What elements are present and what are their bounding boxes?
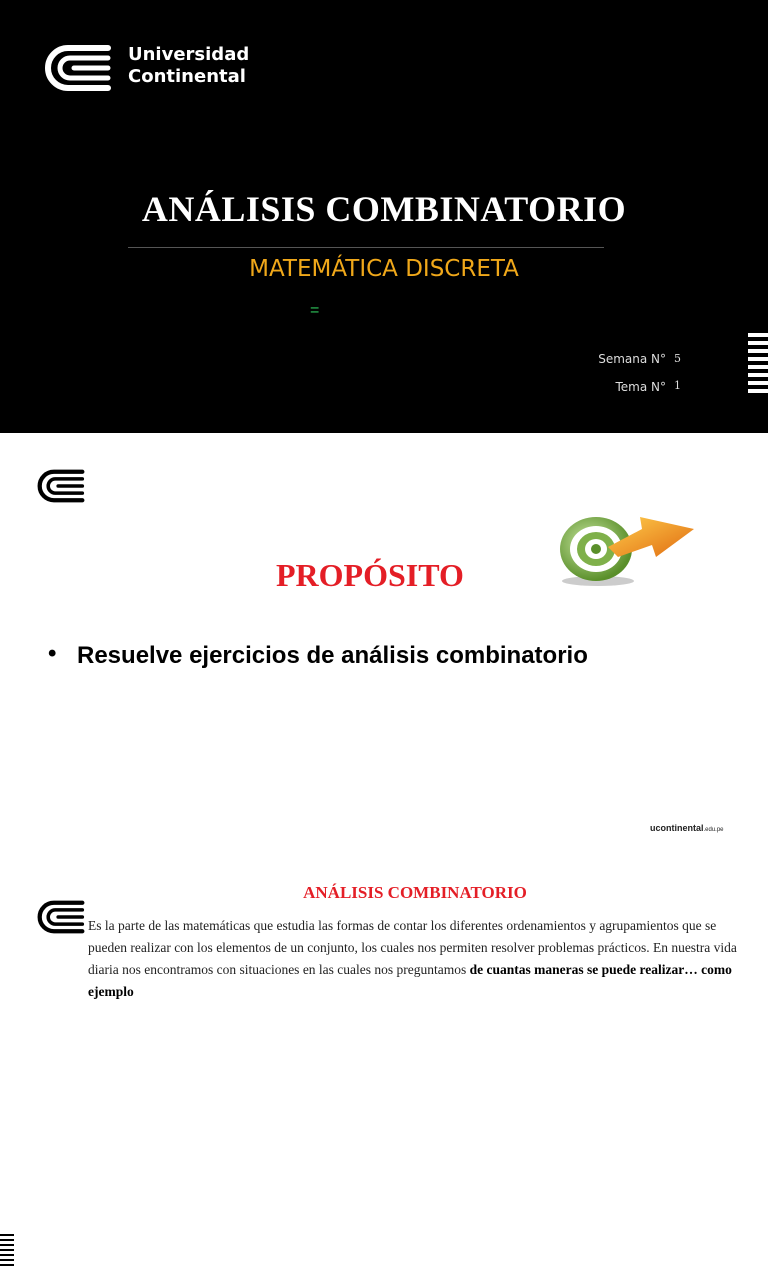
definition-text: Es la parte de las matemáticas que estudia las formas de contar los diferentes ordenamientos y agrupamientos que se pueden realizar con los elementos de un conjunto, los cuales nos permiten resolver problemas prácticos. En nuestra vida diaria nos encontramos con situaciones en las cuales nos preguntamos: [88, 918, 737, 977]
title-divider: [128, 247, 604, 248]
definition-emphasis: de cuantas maneras se puede realizar… como ejemplo: [88, 962, 732, 999]
purpose-slide: [0, 433, 768, 863]
definition-paragraph: [88, 915, 738, 1003]
purpose-heading: PROPÓSITO: [276, 557, 464, 593]
footer-url[interactable]: [650, 823, 724, 833]
purpose-bullet-text: Resuelve ejercicios de análisis combinatorio: [77, 642, 588, 669]
universidad-continental-logo: [34, 466, 88, 506]
equals-mark: =: [310, 302, 320, 319]
tema-label: Tema N°: [615, 380, 666, 394]
decorative-bars: [0, 1234, 14, 1269]
footer-url-main: ucontinental: [650, 823, 704, 833]
logo-line-2: Continental: [128, 66, 246, 87]
bullet-marker: •: [48, 640, 57, 667]
universidad-continental-logo: [40, 40, 116, 96]
decorative-bars: [748, 333, 768, 397]
definition-slide: [0, 863, 768, 1024]
semana-value: 5: [674, 352, 681, 365]
tema-value: 1: [674, 379, 681, 392]
title-slide: [0, 0, 768, 433]
footer-url-suffix: .edu.pe: [703, 827, 724, 833]
logo-line-1: Universidad: [128, 44, 250, 65]
semana-label: Semana N°: [598, 352, 666, 366]
definition-heading: ANÁLISIS COMBINATORIO: [303, 883, 527, 902]
slide-title: ANÁLISIS COMBINATORIO: [141, 189, 627, 229]
target-arrow-icon: [556, 513, 696, 589]
logo-wordmark: [128, 44, 249, 88]
slide-subtitle: MATEMÁTICA DISCRETA: [249, 256, 519, 282]
